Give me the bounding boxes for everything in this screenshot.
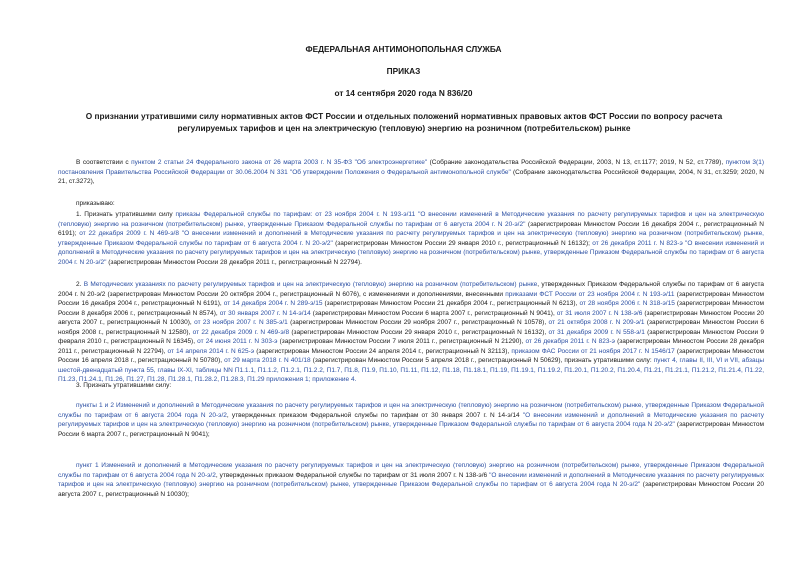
item-text: (зарегистрирован Минюстом России 20 августа 2007 г., регистрационный N 10030),	[58, 309, 764, 326]
order-word: приказываю:	[76, 200, 115, 207]
item-text: 1. Признать утратившими силу	[76, 211, 176, 218]
preamble-text: В соответствии с	[76, 159, 132, 166]
law-link[interactable]: пунктом 2 статьи 24 Федерального закона от 26 марта 2003 г. N 35-ФЗ "Об электроэнергетике"	[131, 159, 428, 166]
item-text: (зарегистрирован Минюстом России 8 декабря 2006 г., регистрационный N 8574),	[58, 300, 764, 317]
item-text: , утвержденных Приказом Федеральной службы по тарифам от 6 августа 2004 г. N 20-э/2 (зарегистрирован Минюстом России 20 октября 2004 г., регистрационный N 6076), с изменениями и дополнениями, внесенными	[58, 281, 765, 298]
item-text: , утвержденных приказом Федеральной службы по тарифам от 30 января 2007 г. N 14-э/14	[226, 411, 523, 419]
item-text: 2.	[76, 281, 84, 288]
order-link[interactable]: от 23 ноября 2007 г. N 385-э/1	[194, 319, 288, 326]
item-text: (зарегистрирован Минюстом России 9 февраля 2010 г., регистрационный N 16345),	[58, 328, 765, 345]
order-link[interactable]: от 31 июля 2007 г. N 138-э/6	[556, 309, 643, 317]
order-link[interactable]: от 22 декабря 2009 г. N 469-э/8	[192, 328, 290, 336]
order-link[interactable]: от 30 января 2007 г. N 14-э/14	[219, 309, 311, 317]
order-link[interactable]: от 28 ноября 2006 г. N 318-э/15	[579, 300, 675, 307]
government-decree-link[interactable]: пунктом 3(1) постановления Правительства Российской Федерации от 30.06.2004 N 331 "Об утверждении Положения о Федеральной антимонопольной службе"	[58, 159, 764, 176]
fas-order-link[interactable]: приказом ФАС России от 21 ноября 2017 г. N 1546/17	[511, 347, 675, 355]
agency-name: ФЕДЕРАЛЬНАЯ АНТИМОНОПОЛЬНАЯ СЛУЖБА	[305, 44, 502, 54]
amendments-link[interactable]: пункты 1 и 2 Изменений и дополнений в Методические указания по расчету регулируемых тарифов и цен на электрическую (тепловую) энергию на розничном (потребительском) рынке, утвержденные Приказом Федеральной службы по тарифам от 6 августа 2004 года N 20-э/2	[58, 402, 764, 419]
amendments-order-link[interactable]: "О внесении изменений и дополнений в Методические указания по расчету регулируемых тарифов и цен на электрическую (тепловую) энергию на розничном (потребительском) рынке, утвержденные Приказом Федеральной службы по тарифам от 6 августа 2004 года N 20-э/2"	[58, 471, 764, 488]
item-2-paragraph	[58, 280, 764, 385]
item-text: (зарегистрирован Минюстом России 29 ноября 2007 г., регистрационный N 10578),	[287, 319, 549, 326]
order-link[interactable]: от 24 июня 2011 г. N 303-э	[197, 338, 278, 345]
order-link[interactable]: от 31 декабря 2009 г. N 558-э/1	[548, 328, 645, 336]
order-link[interactable]: от 26 декабря 2011 г. N 823-э "О внесении изменений и дополнений в Методические указания по расчету регулируемых тарифов и цен на электрическую (тепловую) энергию на розничном (потребительском) рынке, утвержденные Приказом Федеральной службы по тарифам от 6 августа 2004 г. N 20-э/2"	[58, 239, 764, 266]
document-type: ПРИКАЗ	[386, 66, 421, 76]
item-text: , утвержденных приказом Федеральной службы по тарифам от 31 июля 2007 г. N 138-э/6	[215, 471, 490, 479]
item-text: (зарегистрирован Минюстом России 6 марта 2007 г., регистрационный N 9041);	[58, 421, 765, 438]
document-date-number: от 14 сентября 2020 года N 836/20	[334, 88, 473, 98]
methodical-guidelines-link[interactable]: В Методических указаниях по расчету регулируемых тарифов и цен на электрическую (тепловую) энергию на розничном (потребительском) рынке	[83, 281, 538, 288]
item-text: (зарегистрирован Минюстом России 28 декабря 2011 г., регистрационный N 22794).	[106, 258, 362, 266]
item-text: (зарегистрирован Минюстом России 29 января 2010 г., регистрационный N 16132),	[289, 328, 549, 336]
order-link[interactable]: от 14 апреля 2014 г. N 625-э	[167, 347, 255, 355]
item-text: (зарегистрирован Минюстом России 16 декабря 2004 г., регистрационный N 6191),	[58, 290, 764, 307]
document-title: О признании утратившими силу нормативных актов ФСТ России и отдельных положений нормативных правовых актов ФСТ России по вопросу расчета регулируемых тарифов и цен на электрическую (тепловую) энергию на розничном (потребительском) рынке	[85, 111, 723, 133]
preamble-paragraph	[58, 158, 764, 187]
item-text: (зарегистрирован Минюстом России 16 апреля 2018 г., регистрационный N 50780),	[58, 347, 765, 364]
order-link[interactable]: от 21 октября 2008 г. N 209-э/1	[548, 319, 645, 326]
item-text: (зарегистрирован Минюстом России 29 января 2010 г., регистрационный N 16132);	[332, 239, 593, 247]
item-text: (зарегистрирован Минюстом России 5 апреля 2018 г., регистрационный N 50629), признать утратившими силу:	[310, 357, 654, 364]
amendments-link[interactable]: пункт 1 Изменений и дополнений в Методические указания по расчету регулируемых тарифов и цен на электрическую (тепловую) энергию на розничном (потребительском) рынке, утвержденные Приказом Федеральной службы по тарифам от 6 августа 2004 года N 20-э/2	[58, 462, 764, 479]
item-1-paragraph	[58, 210, 764, 267]
preamble-text: (Собрание законодательства Российской Федерации, 2003, N 13, ст.1177; 2019, N 52, ст.7789),	[427, 159, 726, 166]
order-link[interactable]: приказами ФСТ России от 23 ноября 2004 г. N 193-э/11	[505, 290, 675, 298]
item-text: (зарегистрирован Минюстом России 21 декабря 2004 г., регистрационный N 6213),	[322, 300, 580, 307]
item-text: (зарегистрирован Минюстом России 28 декабря 2011 г., регистрационный N 22794),	[58, 338, 764, 355]
provisions-link[interactable]: пункт 4, главы II, III, VI и VII, абзацы шестой-двенадцатый пункта 55, главы IX-XI, таблицы NN П1.1.1, П1.1.2, П1.2.1, П1.2.2, П1.7, П1.8, П1.9, П1.10, П1.11, П1.12, П1.18, П1.18.1, П1.19, П1.19.1, П1.19.2, П1.20.1, П1.20.2, П1.20.4, П1.21, П1.21.1, П1.21.2, П1.21.4, П1.22, П1.23, П1.24.1, П1.26, П1.27, П1.28, П1.28.1, П1.28.2, П1.28.3, П1.29 приложения 1; приложение 4.	[58, 357, 765, 383]
preamble-text: (Собрание законодательства Российской Федерации, 2004, N 31, ст.3259; 2020, N 21, ст.3272),	[58, 168, 764, 185]
item-text: (зарегистрирован Минюстом России 20 августа 2007 г., регистрационный N 10030);	[58, 481, 764, 498]
fas-order-link[interactable]: от 29 марта 2018 г. N 401/18	[224, 357, 311, 364]
order-link[interactable]: от 22 декабря 2009 г. N 469-э/8 "О внесении изменений и дополнений в Методические указания по расчету регулируемых тарифов и цен на электрическую (тепловую) энергию на розничном (потребительском) рынке, утвержденные Приказом Федеральной службы по тарифам от 6 августа 2004 г. N 20-э/2"	[58, 230, 764, 247]
amendments-order-link[interactable]: "О внесении изменений и дополнений в Методические указания по расчету регулируемых тарифов и цен на электрическую (тепловую) энергию на розничном (потребительском) рынке, утвержденные Приказом Федеральной службы по тарифам от 6 августа 2004 года N 20-э/2"	[58, 411, 765, 428]
item-3-intro: 3. Признать утратившими силу:	[76, 382, 172, 389]
item-text: (зарегистрирован Минюстом России 16 декабря 2004 г., регистрационный N 6191);	[58, 220, 764, 237]
order-link[interactable]: от 14 декабря 2004 г. N 289-э/15	[223, 300, 323, 307]
order-link[interactable]: приказы Федеральной службы по тарифам: от 23 ноября 2004 г. N 193-э/11 "О внесении изменений в Методические указания по расчету регулируемых тарифов и цен на электрическую (тепловую) энергию на розничном (потребительском) рынке, утвержденные Приказом Федеральной службы по тарифам от 6 августа 2004 г. N 20-э/2"	[58, 211, 764, 228]
item-text: (зарегистрирован Минюстом России 24 апреля 2014 г., регистрационный N 32113),	[254, 347, 512, 355]
order-link[interactable]: от 26 декабря 2011 г. N 823-э	[525, 338, 615, 345]
item-text: (зарегистрирован Минюстом России 6 ноября 2008 г., регистрационный N 12580),	[58, 319, 765, 336]
item-text: (зарегистрирован Минюстом России 7 июля 2011 г., регистрационный N 21290),	[277, 338, 526, 345]
item-3-sub-b	[58, 461, 764, 499]
item-text: (зарегистрирован Минюстом России 6 марта 2007 г., регистрационный N 9041),	[310, 309, 557, 317]
item-3-sub-a	[58, 401, 764, 439]
